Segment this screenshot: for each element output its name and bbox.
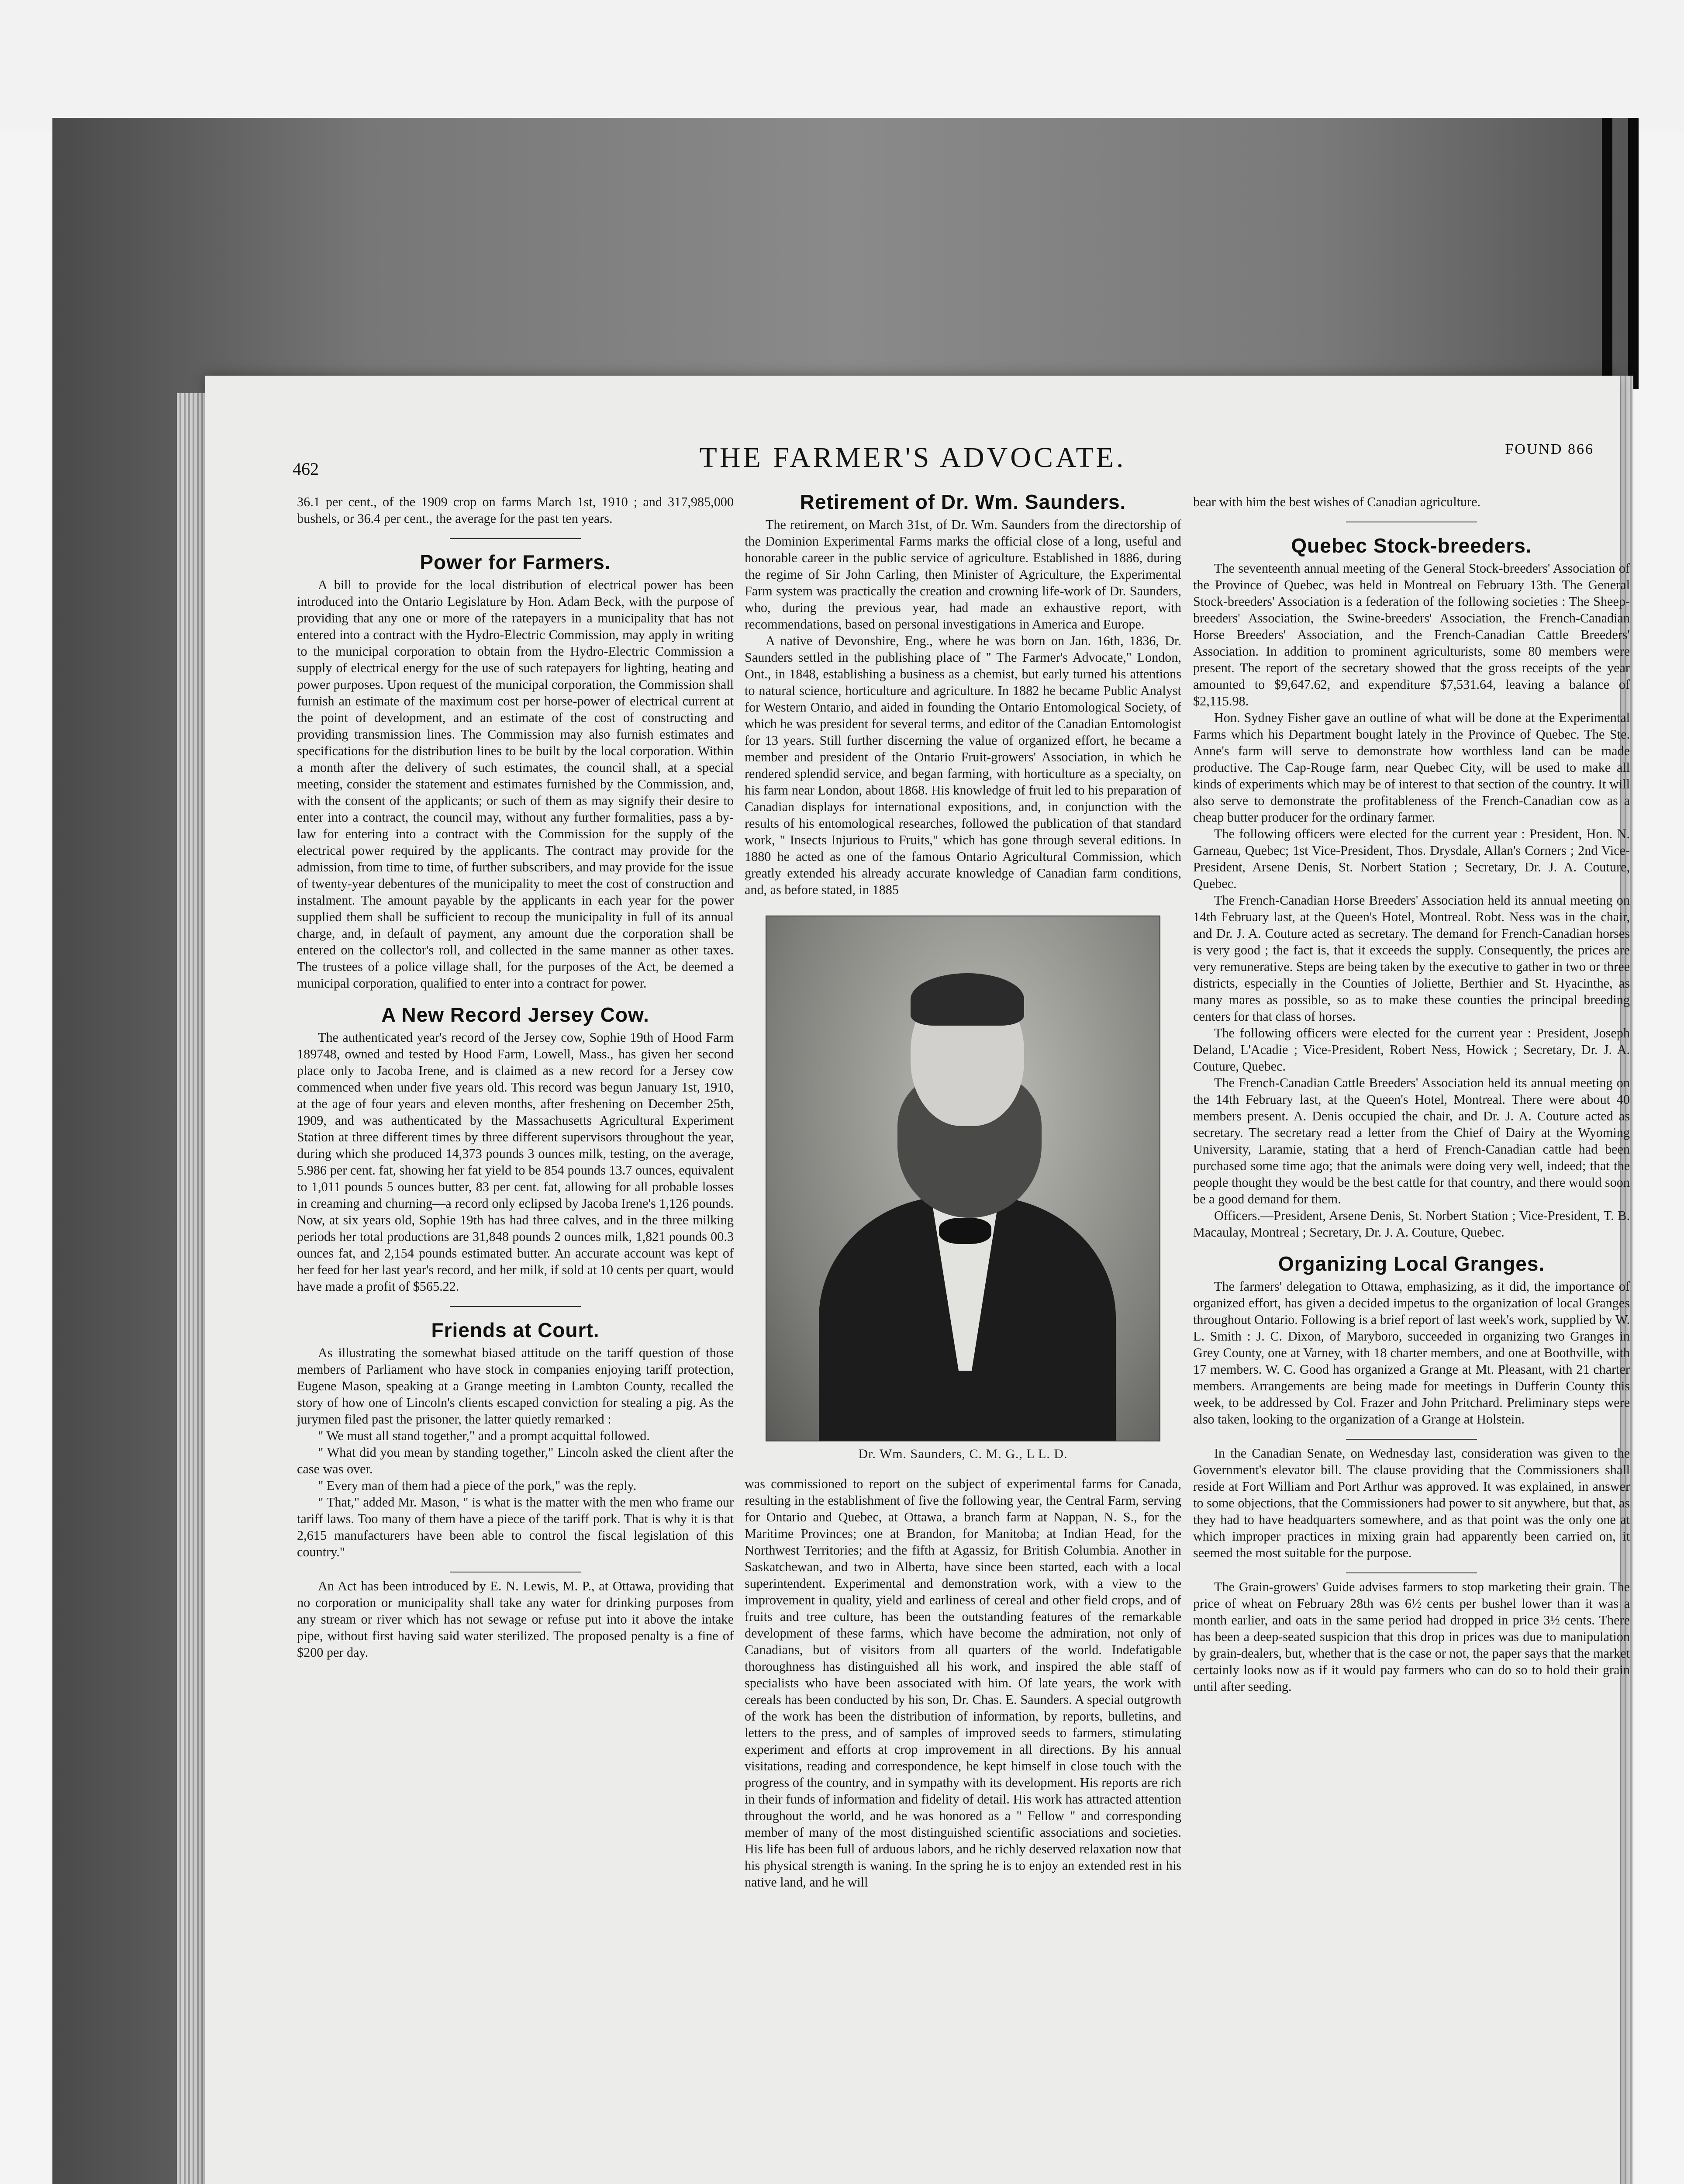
- friends-at-court-p3: " What did you mean by standing together," Lincoln asked the client after the case was over.: [297, 1445, 734, 1476]
- quebec-p1: The seventeenth annual meeting of the General Stock-breeders' Association of the Province of Quebec, was held in Montreal on February 13th. The General Stock-breeders' Association is a federation of the following societies : The Sheep-breeders' Association, the Swine-breeders' Association, the French-Canadian Horse Breeders' Association, and the French-Canadian Cattle Breeders' Association. In addition to prominent agriculturists, some 80 members were present. The report of the secretary showed that the gross receipts of the year amounted to $9,647.62, and expenditure $7,531.64, leaving a balance of $2,115.98.: [1193, 561, 1630, 708]
- local-granges-heading: Organizing Local Granges.: [1278, 1252, 1545, 1275]
- friends-at-court-heading: Friends at Court.: [431, 1319, 600, 1341]
- senate-paragraph: In the Canadian Senate, on Wednesday last, consideration was given to the Government's elevator bill. The clause providing that the Commissioners shall reside at Fort William and Port Arthur was approved. It was explained, in answer to some objections, that the Commissioners had power to sit anywhere, but that, as they had to have headquarters somewhere, and as that point was the only one at which improper practices in mixing grain had apparently been carried on, it seemed the most suitable for the purpose.: [1193, 1446, 1630, 1560]
- power-for-farmers-text: A bill to provide for the local distribution of electrical power has been introduced into the Ontario Legislature by Hon. Adam Beck, with the purpose of providing that any one or more of the ratepayers in a municipality that has not entered into a contract with the Hydro-Electric Commission, may apply in writing to the municipal corporation to obtain from the Hydro-Electric Commission a supply of electrical energy for the use of such ratepayers for lighting, heating and power purposes. Upon request of the municipal corporation, the Commission shall furnish an estimate of the maximum cost per horse-power of electrical current at the point of development, and an estimate of the cost of constructing and providing transmission lines. The Commission may also furnish estimates and specifications for the distribution lines to be built by the local corporation. Within a month after the delivery of such estimates, the council shall, at a special meeting, consider the statement and estimates furnished by the Commission, and, with the consent of the applicants; or such of them as may signify their desire to enter into a contract, the council may, without any further formalities, pass a by-law for entering into a contract with the Commission for the supply of the electrical power required by the applicants. The contract may provide for the admission, from time to time, of further subscribers, and may provide for the issue of twenty-year debentures of the municipality to meet the cost of construction and instalment. The amount payable by the applicants in each year for the power supplied them shall be sufficient to recoup the municipality in full of its annual charge, and, in default of payment, any amount due the corporation shall be entered on the collector's roll, and collected in the same manner as other taxes. The trustees of a police village shall, for the purposes of the Act, be deemed a municipal corporation, qualified to enter into a contract for power.: [297, 577, 734, 991]
- friends-at-court-p5: " That," added Mr. Mason, " is what is the matter with the men who frame our tariff laws. Too many of them have a piece of the tariff pork. That is why it is that 2,615 manufacturers have been able to control the fiscal legislation of this country.": [297, 1495, 734, 1559]
- saunders-portrait-photo: [766, 916, 1160, 1441]
- section-divider: [450, 538, 581, 539]
- section-divider: [1346, 1572, 1477, 1573]
- scan-bar-top-right: [1628, 118, 1639, 389]
- scan-bar-top-left: [1602, 118, 1612, 389]
- crop-intro-paragraph: 36.1 per cent., of the 1909 crop on farms March 1st, 1910 ; and 317,985,000 bushels, or 36.4 per cent., the average for the past ten years.: [297, 494, 734, 526]
- page-number: 462: [293, 459, 319, 479]
- saunders-heading: Retirement of Dr. Wm. Saunders.: [800, 491, 1126, 513]
- quebec-stock-breeders-heading: Quebec Stock-breeders.: [1291, 534, 1532, 557]
- local-granges-text: The farmers' delegation to Ottawa, emphasizing, as it did, the importance of organized effort, has given a decided impetus to the organization of local Granges throughout Ontario. Following is a brief report of last week's work, supplied by W. L. Smith : J. C. Dixon, of Maryboro, succeeded in organizing two Granges in Grey County, one at Varney, with 18 charter members, and one at Boothville, with 17 members. W. C. Good has organized a Grange at Mt. Pleasant, with 21 charter members. Arrangements are being made for meetings in Dufferin County this week, to be addressed by Col. Frazer and John Pritchard. Preliminary steps were also taken, looking to the organization of a Grange at Holstein.: [1193, 1279, 1630, 1427]
- header-right-text: FOUND 866: [1505, 441, 1594, 457]
- friends-at-court-p2: " We must all stand together," and a prompt acquittal followed.: [318, 1428, 650, 1443]
- quebec-p4: The French-Canadian Horse Breeders' Association held its annual meeting on 14th February last, at the Queen's Hotel, Montreal. Robt. Ness was in the chair, and Dr. J. A. Couture acted as secretary. The demand for French-Canadian horses is very good ; the fact is, that it exceeds the supply. Consequently, the prices are very remunerative. Steps are being taken by the executive to gather in two or three districts, especially in the Counties of Joliette, Berthier and St. Hyacinthe, as many mares as possible, so as to make these counties the principal breeding centers for that class of horses.: [1193, 893, 1630, 1024]
- power-for-farmers-heading: Power for Farmers.: [420, 551, 611, 574]
- column-middle: [745, 491, 1181, 1890]
- quebec-p5: The following officers were elected for the current year : President, Joseph Deland, L'Acadie ; Vice-President, Robert Ness, Howick ; Secretary, Dr. J. A. Couture, Quebec.: [1193, 1026, 1630, 1074]
- section-divider: [1346, 1439, 1477, 1440]
- saunders-p1: The retirement, on March 31st, of Dr. Wm. Saunders from the directorship of the Dominion Experimental Farms marks the official close of a long, useful and honorable career in the public service of agriculture. Established in 1886, during the regime of Sir John Carling, then Minister of Agriculture, the Experimental Farm system was practically the creation and crowning life-work of Dr. Saunders, who, during the previous year, had made an exhaustive report, with recommendations, based on personal investigations in America and Europe.: [745, 517, 1181, 632]
- saunders-p2: A native of Devonshire, Eng., where he was born on Jan. 16th, 1836, Dr. Saunders settled in the publishing place of " The Farmer's Advocate," London, Ont., in 1848, establishing a business as a chemist, but early turned his attentions to natural science, horticulture and agriculture. In 1882 he became Public Analyst for Western Ontario, and aided in founding the Ontario Entomological Society, of which he was president for several terms, and editor of the Canadian Entomologist for 13 years. Still further discerning the value of organized effort, he became a member and president of the Ontario Fruit-growers' Association, in which he rendered splendid service, and began farming, with horticulture as a specialty, on his farm near London, about 1868. His knowledge of fruit led to his preparation of Canadian displays for international expositions, and, in conjunction with the results of his entomological researches, followed the publication of that standard work, " Insects Injurious to Fruits," which has gone through several editions. In 1880 he acted as one of the famous Ontario Agricultural Commission, which greatly extended his already accurate knowledge of Canadian farm conditions, and, as before stated, in 1885: [745, 633, 1181, 897]
- newspaper-page: [205, 376, 1630, 2184]
- column-left: [297, 494, 734, 1661]
- jersey-cow-text: The authenticated year's record of the Jersey cow, Sophie 19th of Hood Farm 189748, owned and tested by Hood Farm, Lowell, Mass., has given her second place only to Jacoba Irene, and is claimed as a new record for a Jersey cow commenced when under five years old. This record was begun January 1st, 1910, at the age of four years and eleven months, after freshening on December 25th, 1909, and was authenticated by the Massachusetts Agricultural Experiment Station at three different times by three different supervisors throughout the year, during which she produced 14,373 pounds 3 ounces milk, testing, on the average, 5.986 per cent. fat, showing her fat yield to be 854 pounds 13.7 ounces, equivalent to 1,011 pounds 5 ounces butter, 83 per cent. fat, allowing for all probable losses in creaming and churning—a record only eclipsed by Jacoba Irene's 1,126 pounds. Now, at six years old, Sophie 19th has had three calves, and in the three milking periods her total productions are 31,848 pounds 2 ounces milk, 1,821 pounds 00.3 ounces fat, and 2,154 pounds estimated butter. An accurate account was kept of her feed for her last year's record, and her milk, if sold at 10 cents per quart, would have made a profit of $565.22.: [297, 1030, 734, 1294]
- quebec-p6: The French-Canadian Cattle Breeders' Association held its annual meeting on the 14th February last, at the Queen's Hotel, Montreal. There were about 40 members present. A. Denis occupied the chair, and Dr. J. A. Couture acted as secretary. The secretary read a letter from the Chief of Dairy at the Wyoming University, Laramie, stating that a herd of French-Canadian cattle had been purchased some time ago; that the animals were doing very well, indeed; that the people thought they would be the best cattle for that country, and there would soon be a good demand for them.: [1193, 1075, 1630, 1206]
- lewis-act-paragraph: An Act has been introduced by E. N. Lewis, M. P., at Ottawa, providing that no corporation or municipality shall take any water for drinking purposes from any stream or river which has not sewage or refuse put into it above the intake pipe, without first having said water sterilized. The proposed penalty is a fine of $200 per day.: [297, 1579, 734, 1660]
- book-page-edges: [177, 393, 207, 2184]
- friends-at-court-p4: " Every man of them had a piece of the pork," was the reply.: [318, 1478, 637, 1493]
- masthead-title: THE FARMER'S ADVOCATE.: [699, 442, 1126, 473]
- column-right: [1193, 494, 1630, 1695]
- portrait-caption: Dr. Wm. Saunders, C. M. G., L L. D.: [858, 1447, 1068, 1461]
- friends-at-court-p1: As illustrating the somewhat biased attitude on the tariff question of those members of Parliament who have stock in companies enjoying tariff protection, Eugene Mason, speaking at a Grange meeting in Lambton County, recalled the story of how one of Lincoln's clients escaped conviction for stealing a pig. As the jurymen filed past the prisoner, the latter quietly remarked :: [297, 1345, 734, 1427]
- quebec-p3: The following officers were elected for the current year : President, Hon. N. Garneau, Quebec; 1st Vice-President, Thos. Drysdale, Allan's Corners ; 2nd Vice-President, Arsene Denis, St. Norbert Station ; Secretary, Dr. J. A. Couture, Quebec.: [1193, 826, 1630, 891]
- quebec-p2: Hon. Sydney Fisher gave an outline of what will be done at the Experimental Farms which his Department bought lately in the Province of Quebec. The Ste. Anne's farm will serve to demonstrate how worthless land can be made productive. The Cap-Rouge farm, near Quebec City, will be used to make all kinds of experiments which may be of interest to that section of the country. It will also serve to demonstrate the profitableness of the French-Canadian cow as a cheap butter producer for the ordinary farmer.: [1193, 710, 1630, 825]
- scan-background-top: [0, 0, 1684, 131]
- jersey-cow-heading: A New Record Jersey Cow.: [381, 1003, 649, 1026]
- section-divider: [450, 1306, 581, 1307]
- saunders-p3: was commissioned to report on the subject of experimental farms for Canada, resulting in the establishment of five the following year, the Central Farm, serving for Ontario and Quebec, at Ottawa, a branch farm at Nappan, N. S., for the Maritime Provinces; one at Brandon, for Manitoba; at Indian Head, for the Northwest Territories; and the fifth at Agassiz, for British Columbia. Another in Saskatchewan, and two in Alberta, have since been started, each with a local superintendent. Experimental and demonstration work, with a view to the improvement in quality, yield and earliness of cereal and other field crops, and of fruits and tree culture, has been the outstanding features of the remarkable development of these farms, which have become the admiration, not only of Canadians, but of visitors from all quarters of the world. Indefatigable thoroughness has distinguished all his work, and inspired the able staff of specialists who have been associated with him. Of late years, the work with cereals has been conducted by his son, Dr. Chas. E. Saunders. A special outgrowth of the work has been the distribution of information, by reports, bulletins, and letters to the press, and of samples of improved seeds to farmers, stimulating experiment and efforts at crop improvement in all directions. By his annual visitations, reading and correspondence, he kept himself in close touch with the progress of the country, and in sympathy with its development. His reports are rich in their funds of information and fidelity of detail. His work has attracted attention throughout the world, and he was honored as a " Fellow " and corresponding member of many of the most distinguished scientific associations and societies. His life has been full of arduous labors, and he richly deserved relaxation now that his physical strength is waning. In the spring he is to enjoy an extended rest in his native land, and he will: [745, 1476, 1181, 1890]
- grain-growers-paragraph: The Grain-growers' Guide advises farmers to stop marketing their grain. The price of wheat on February 28th was 6½ cents per bushel lower than it was a month earlier, and oats in the same period had dropped in price 3½ cents. There has been a deep-seated suspicion that this drop in prices was due to manipulation by grain-dealers, but, whether that is the case or not, the paper says that the market certainly looks now as if it would pay farmers who can do so to hold their grain until after seeding.: [1193, 1579, 1630, 1694]
- saunders-continued: bear with him the best wishes of Canadian agriculture.: [1193, 494, 1481, 509]
- quebec-p7: Officers.—President, Arsene Denis, St. Norbert Station ; Vice-President, T. B. Macaulay, Montreal ; Secretary, Dr. J. A. Couture, Quebec.: [1193, 1208, 1630, 1240]
